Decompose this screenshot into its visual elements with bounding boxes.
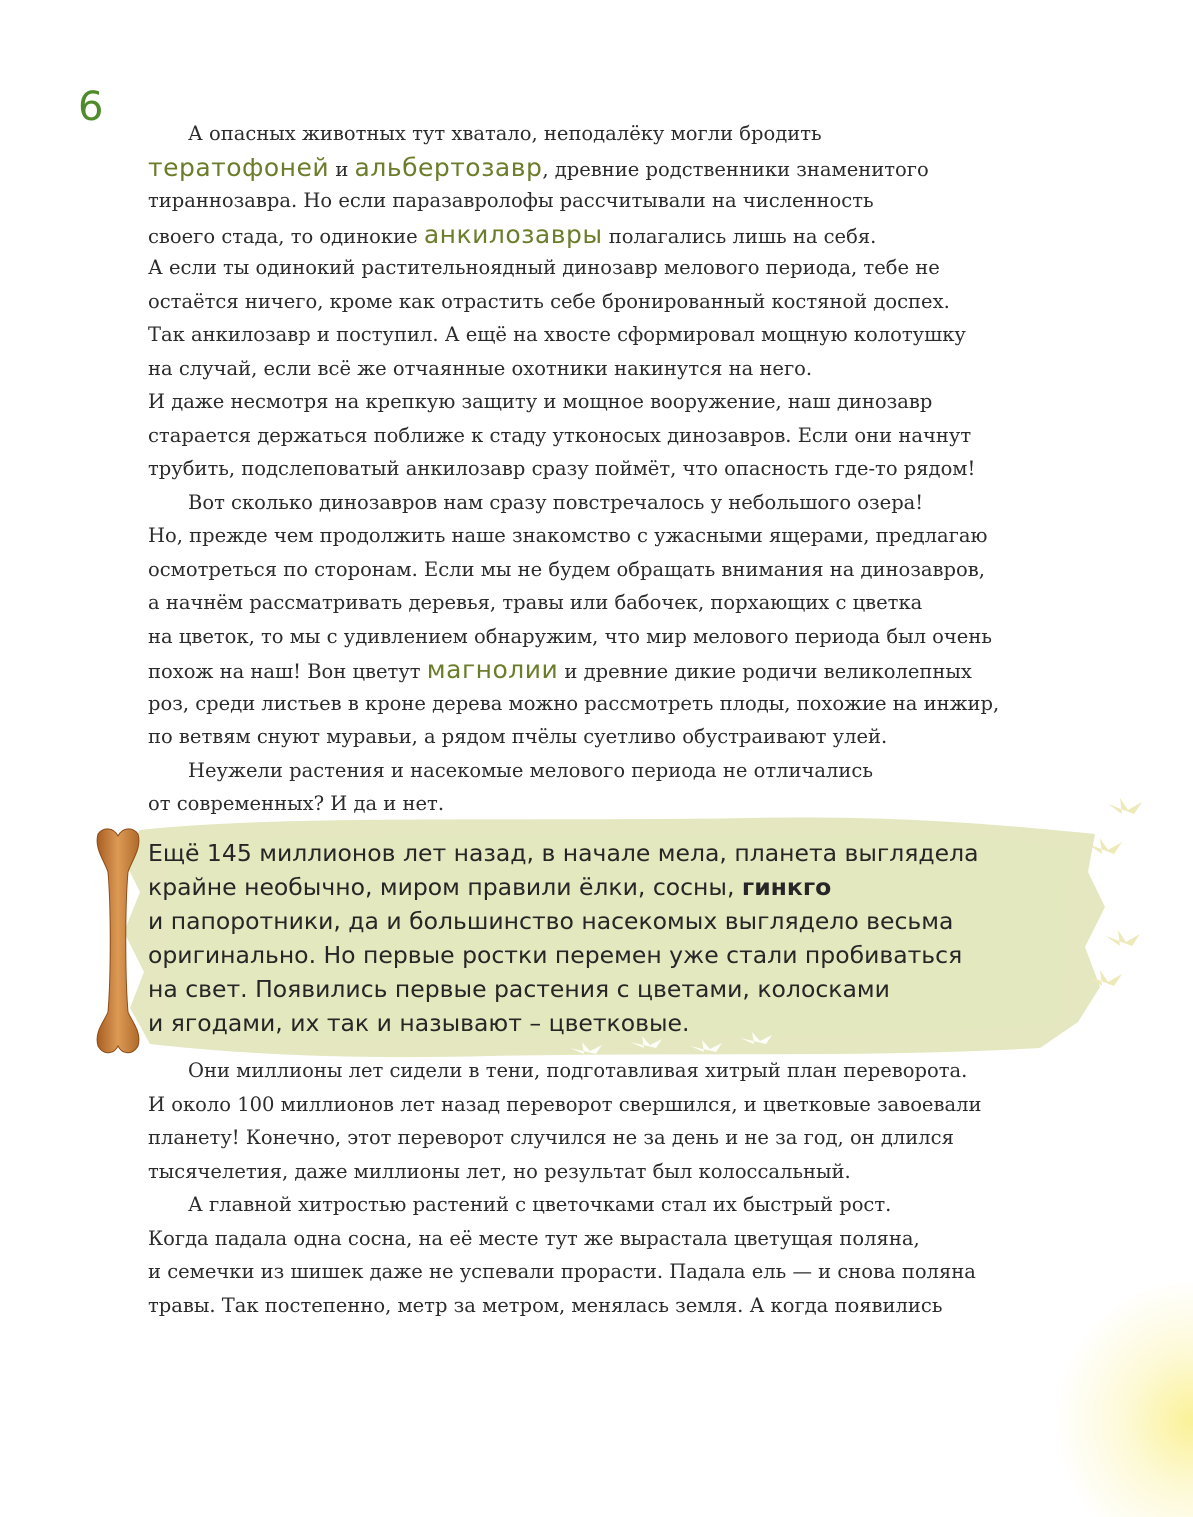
text-fragment: и bbox=[329, 157, 355, 181]
body-text-bottom bbox=[148, 1054, 1098, 1322]
text-fragment: , древние родственники знаменитого bbox=[542, 157, 929, 181]
text-line: осмотреться по сторонам. Если мы не будем обращать внимания на динозавров, bbox=[148, 557, 985, 581]
bird-icon bbox=[740, 1032, 772, 1044]
text-fragment: и древние дикие родичи великолепных bbox=[558, 660, 972, 683]
bird-icon bbox=[570, 1042, 602, 1054]
bird-icon bbox=[1088, 970, 1122, 986]
callout-line: и папоротники, да и большинство насекомых выглядело весьма bbox=[148, 907, 954, 935]
term-ginkgo: гинкго bbox=[741, 873, 832, 901]
bone-illustration bbox=[92, 826, 144, 1056]
bird-icon bbox=[690, 1040, 722, 1052]
term-teratophoneus: тератофоней bbox=[148, 152, 330, 182]
text-line: а начнём рассматривать деревья, травы или бабочек, порхающих с цветка bbox=[148, 591, 923, 614]
text-line: И около 100 миллионов лет назад переворот свершился, и цветковые завоевали bbox=[148, 1092, 982, 1116]
text-line bbox=[148, 151, 1098, 185]
birds-decoration bbox=[1078, 786, 1168, 1016]
text-line: на случай, если всё же отчаянные охотники накинутся на него. bbox=[148, 356, 813, 380]
text-line: Так анкилозавр и поступил. А ещё на хвосте сформировал мощную колотушку bbox=[148, 323, 966, 346]
text-line: трубить, подслеповатый анкилозавр сразу поймёт, что опасность где-то рядом! bbox=[148, 457, 976, 480]
text-line: Неужели растения и насекомые мелового периода не отличались bbox=[188, 758, 873, 782]
text-line: А главной хитростью растений с цветочками стал их быстрый рост. bbox=[188, 1193, 892, 1216]
text-line: роз, среди листьев в кроне дерева можно рассмотреть плоды, похожие на инжир, bbox=[148, 691, 1000, 715]
term-ankylosaurus: анкилозавры bbox=[423, 219, 603, 249]
text-line: Но, прежде чем продолжить наше знакомство с ужасными ящерами, предлагаю bbox=[148, 524, 988, 547]
text-line bbox=[148, 653, 1098, 687]
yellow-glow-decoration bbox=[1053, 1277, 1193, 1517]
text-fragment: похож на наш! Вон цветут bbox=[148, 660, 427, 683]
term-magnolia: магнолии bbox=[426, 655, 559, 684]
bird-icon bbox=[630, 1036, 662, 1048]
callout-line bbox=[148, 870, 1078, 904]
text-line: остаётся ничего, кроме как отрастить себе бронированный костяной доспех. bbox=[148, 289, 950, 313]
text-line: А если ты одинокий растительноядный динозавр мелового периода, тебе не bbox=[148, 256, 940, 279]
text-line: планету! Конечно, этот переворот случился не за день и не за год, он длился bbox=[148, 1126, 954, 1149]
callout-line: оригинально. Но первые ростки перемен уже стали пробиваться bbox=[148, 941, 963, 969]
text-line: И даже несмотря на крепкую защиту и мощное вооружение, наш динозавр bbox=[148, 390, 933, 413]
text-line: на цветок, то мы с удивлением обнаружим, что мир мелового периода был очень bbox=[148, 624, 992, 648]
text-line: и семечки из шишек даже не успевали прорасти. Падала ель — и снова поляна bbox=[148, 1260, 976, 1283]
text-fragment: своего стада, то одинокие bbox=[148, 224, 424, 248]
term-albertosaurus: альбертозавр bbox=[354, 152, 543, 182]
text-line: тысячелетия, даже миллионы лет, но результат был колоссальный. bbox=[148, 1159, 851, 1183]
bird-icon bbox=[1106, 930, 1140, 946]
callout-box bbox=[110, 812, 1110, 1062]
text-line: Они миллионы лет сидели в тени, подготавливая хитрый план переворота. bbox=[188, 1059, 968, 1082]
text-line: Когда падала одна сосна, на её месте тут же вырастала цветущая поляна, bbox=[148, 1226, 920, 1250]
text-line bbox=[148, 218, 1098, 252]
text-line: травы. Так постепенно, метр за метром, менялась земля. А когда появились bbox=[148, 1293, 943, 1317]
text-fragment: полагались лишь на себя. bbox=[602, 224, 877, 248]
callout-text bbox=[148, 836, 1078, 1040]
text-line: от современных? И да и нет. bbox=[148, 792, 445, 815]
page-number: 6 bbox=[78, 84, 104, 130]
text-line: по ветвям снуют муравьи, а рядом пчёлы суетливо обустраивают улей. bbox=[148, 725, 888, 748]
callout-line: и ягодами, их так и называют – цветковые. bbox=[148, 1009, 690, 1037]
bird-icon bbox=[1088, 838, 1122, 854]
text-line: А опасных животных тут хватало, неподалёку могли бродить bbox=[188, 122, 822, 145]
body-text-top bbox=[148, 117, 1098, 821]
text-line: Вот сколько динозавров нам сразу повстречалось у небольшого озера! bbox=[188, 490, 924, 514]
callout-line: Ещё 145 миллионов лет назад, в начале мела, планета выглядела bbox=[148, 839, 979, 867]
bird-icon bbox=[1108, 798, 1142, 814]
callout-line: на свет. Появились первые растения с цветами, колосками bbox=[148, 975, 890, 1003]
text-line: старается держаться поближе к стаду утконосых динозавров. Если они начнут bbox=[148, 423, 972, 447]
text-fragment: крайне необычно, миром правили ёлки, сосны, bbox=[148, 873, 742, 901]
text-line: тираннозавра. Но если паразавролофы рассчитывали на численность bbox=[148, 189, 874, 212]
